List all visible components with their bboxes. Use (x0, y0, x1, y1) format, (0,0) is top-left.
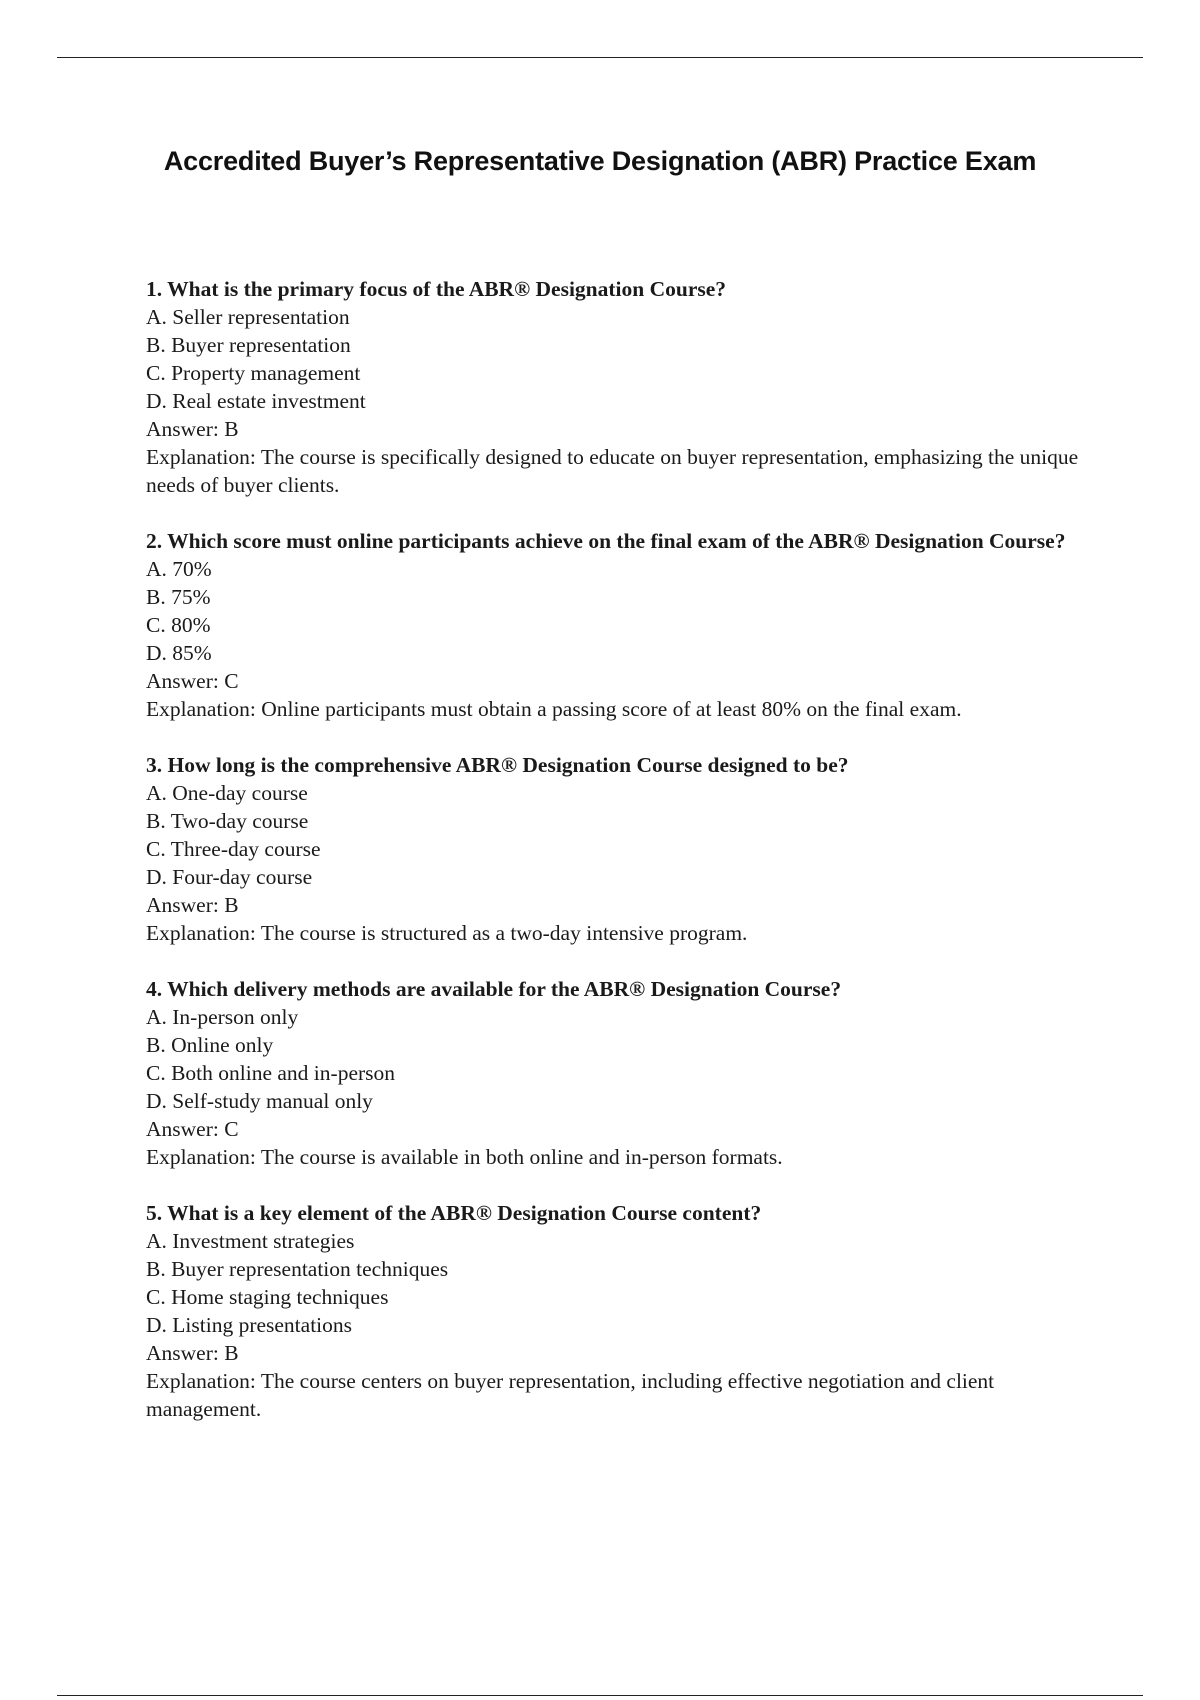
answer-line: Answer: C (146, 1117, 239, 1141)
option-b: B. 75% (146, 585, 211, 609)
answer-line: Answer: B (146, 893, 239, 917)
option-b: B. Buyer representation techniques (146, 1257, 449, 1281)
explanation-text: Explanation: Online participants must obtain a passing score of at least 80% on the final exam. (146, 697, 962, 721)
option-a: A. 70% (146, 557, 212, 581)
top-rule (57, 57, 1143, 58)
explanation-text: Explanation: The course is structured as a two-day intensive program. (146, 921, 748, 945)
option-b: B. Buyer representation (146, 333, 351, 357)
option-d: D. 85% (146, 641, 212, 665)
option-c: C. Home staging techniques (146, 1285, 389, 1309)
answer-options (146, 1227, 1096, 1339)
option-a: A. In-person only (146, 1005, 299, 1029)
question-list (146, 275, 1096, 1451)
question-3 (146, 751, 1096, 947)
answer-line: Answer: B (146, 1341, 239, 1365)
explanation-text: Explanation: The course centers on buyer representation, including effective negotiation and client management. (146, 1369, 995, 1421)
option-c: C. Both online and in-person (146, 1061, 396, 1085)
answer-options (146, 555, 1096, 667)
question-text: 4. Which delivery methods are available for the ABR® Designation Course? (146, 977, 842, 1001)
question-5 (146, 1199, 1096, 1423)
answer-options (146, 779, 1096, 891)
option-d: D. Real estate investment (146, 389, 366, 413)
explanation-text: Explanation: The course is available in both online and in-person formats. (146, 1145, 783, 1169)
option-d: D. Self-study manual only (146, 1089, 373, 1113)
question-text: 1. What is the primary focus of the ABR® Designation Course? (146, 277, 727, 301)
option-a: A. Investment strategies (146, 1229, 355, 1253)
option-b: B. Online only (146, 1033, 274, 1057)
option-c: C. 80% (146, 613, 211, 637)
option-a: A. One-day course (146, 781, 308, 805)
answer-options (146, 1003, 1096, 1115)
option-c: C. Property management (146, 361, 361, 385)
answer-line: Answer: C (146, 669, 239, 693)
answer-line: Answer: B (146, 417, 239, 441)
option-d: D. Listing presentations (146, 1313, 353, 1337)
question-1 (146, 275, 1096, 499)
question-text: 3. How long is the comprehensive ABR® Designation Course designed to be? (146, 753, 849, 777)
option-a: A. Seller representation (146, 305, 350, 329)
option-c: C. Three-day course (146, 837, 321, 861)
bottom-rule (57, 1695, 1143, 1696)
question-4 (146, 975, 1096, 1171)
option-d: D. Four-day course (146, 865, 313, 889)
page-title: Accredited Buyer’s Representative Designation (ABR) Practice Exam (163, 146, 1037, 176)
question-2 (146, 527, 1096, 723)
explanation-text: Explanation: The course is specifically designed to educate on buyer representation, emphasizing the unique needs of buyer clients. (146, 445, 1079, 497)
question-text: 2. Which score must online participants achieve on the final exam of the ABR® Designation Course? (146, 529, 1066, 553)
question-text: 5. What is a key element of the ABR® Designation Course content? (146, 1201, 762, 1225)
answer-options (146, 303, 1096, 415)
option-b: B. Two-day course (146, 809, 309, 833)
